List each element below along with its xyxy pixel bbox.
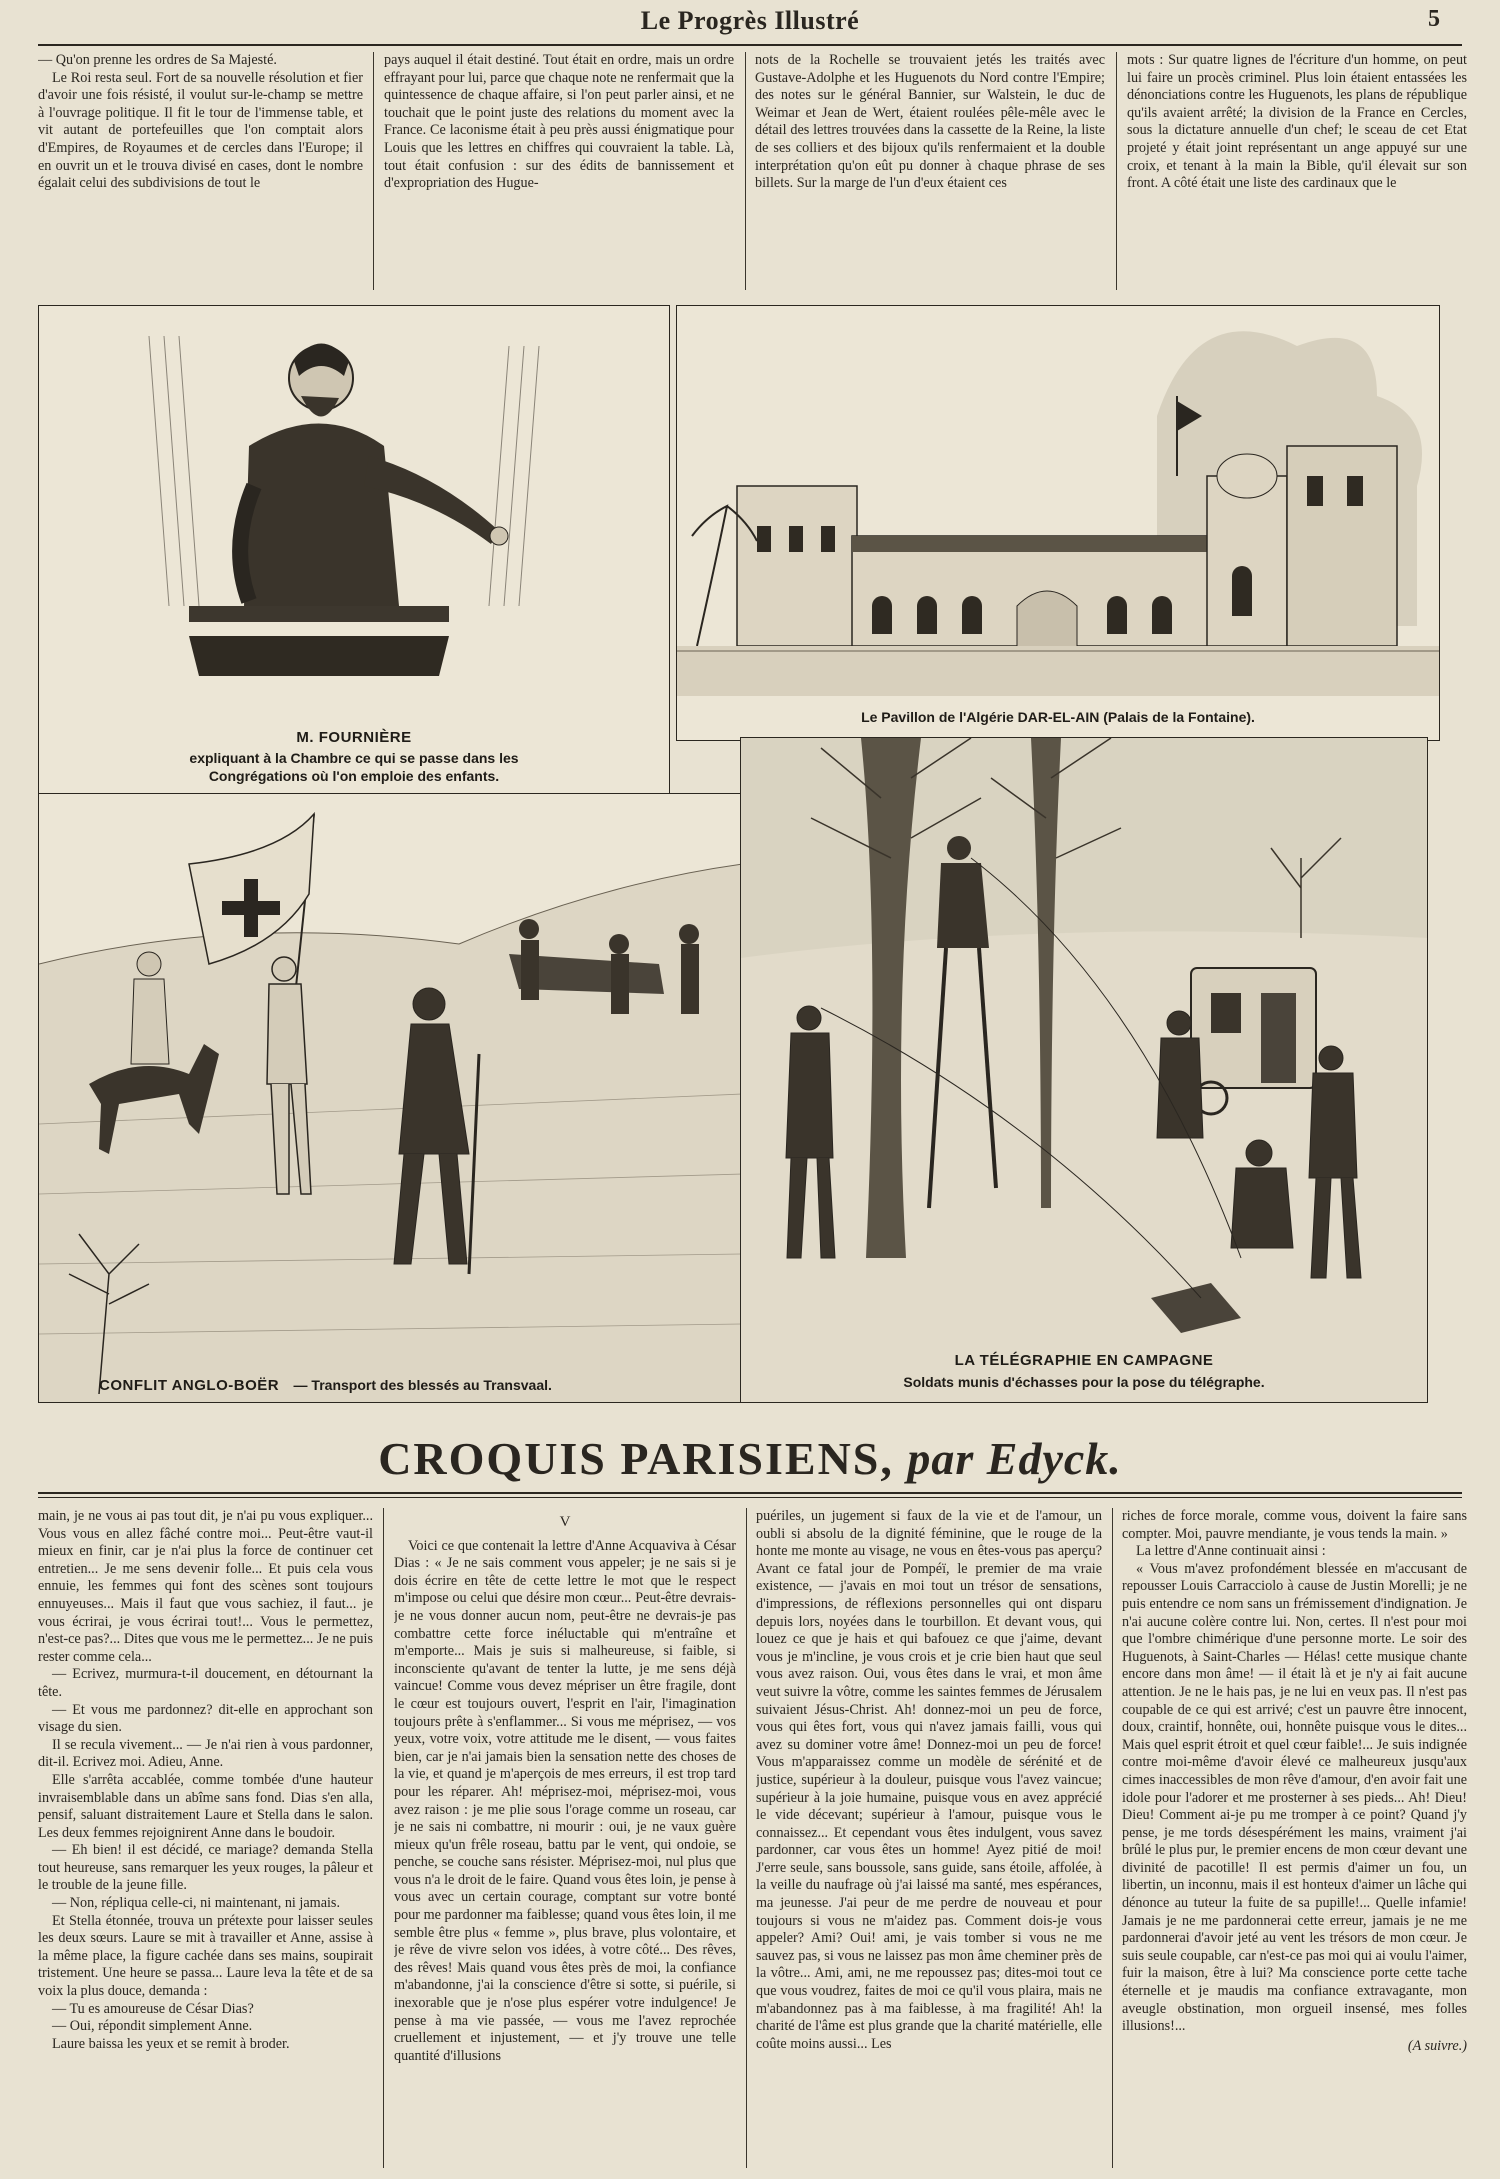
bottom-col1-para-10: — Oui, répondit simplement Anne.: [52, 2018, 253, 2035]
bottom-col1-para-11: Laure baissa les yeux et se remit à broder.: [52, 2035, 290, 2052]
header-rule: [38, 44, 1462, 46]
banner-rule-bottom: [38, 1497, 1462, 1498]
pavillon-engraving: [677, 306, 1440, 741]
bottom-col1-para-1: main, je ne vous ai pas tout dit, je n'ai pu vous expliquer... Vous vous en allez fâché contre moi... Peut-être vaut-il mieux en finir, car je n'ai plus la force de continuer cet entretien... Je me sens devenir folle... Et puis cela vous ennuie, les femmes qui font des scènes sont toujours ennuyeuses... Mais il faut que vous sachiez, il faut... je vous écrirai, je vous écrirai tout!... Vous le permettez, n'est-ce pas?... Dites que vous me le permettez... Je ne puis rester comme cela...: [38, 1508, 373, 1665]
telegraphie-title: LA TÉLÉGRAPHIE EN CAMPAGNE: [954, 1352, 1214, 1369]
bottom-col1-para-7: — Non, répliqua celle-ci, ni maintenant, ni jamais.: [52, 1895, 340, 1912]
illustration-telegraphie: [740, 737, 1428, 1403]
running-title: Le Progrès Illustré: [640, 6, 860, 35]
fourniere-engraving: [39, 306, 670, 795]
bottom-col1-para-2: — Ecrivez, murmura-t-il doucement, en détournant la tête.: [38, 1666, 373, 1700]
to-be-continued: (A suivre.): [1407, 2037, 1467, 2054]
column-divider: [1116, 52, 1117, 290]
column-divider: [383, 1508, 384, 2168]
illustration-conflit-anglo-boer: [38, 793, 742, 1403]
column-divider: [745, 52, 746, 290]
boer-title: CONFLIT ANGLO-BOËR: [99, 1377, 280, 1394]
column-divider: [373, 52, 374, 290]
bottom-col3-para-1: puériles, un jugement si faux de la vie et de l'amour, un oubli si absolu de la dignité féminine, que le rouge de la honte me monte au visage, ne vous en êtes-vous pas aperçu? Avant ce fatal jour de Pompéï, le premier de ma vraie existence, — j'avais en moi tout un trésor de sensations, d'impressions, de réflexions personnelles qui ont disparu depuis lors, noyées dans le tourbillon. Et devant vous, qui louez ce que je hais et qui bafouez ce que j'aime, devant vous je m'incline, je vous crois et je crie bien haut que seul vous avez raison. Oui, vous êtes dans le vrai, et mon âme veut suivre la vôtre, comme les saintes femmes de Jérusalem suivaient Jésus-Christ. Ah! donnez-moi un peu de force, vous qui êtes fort, vous qui n'avez jamais failli, vous qui avez su dominer votre âme! Donnez-moi un peu de force! Vous m'apparaissez comme un modèle de sérénité et de justice, supérieur à la douleur, puisque vous l'avez vaincue; supérieur à la joie humaine, puisque vous en avez apprécié le vide décevant; supérieur à l'amour, puisque vous le connaissez... Et cependant vous êtes indulgent, vous savez pardonner, car vous êtes un homme! Ayez pitié de moi! J'erre seule, sans boussole, sans guide, sans étoile, affolée, à la veille du naufrage où j'ai laissé ma santé, mes espérances, ma jeunesse. J'ai peur de me perdre de nouveau et pour toujours si vous ne m'aidez pas. Comment dois-je vous appeler? Ami? Oui! ami, je vais tomber si vous ne me sauvez pas, si vous ne laissez pas mon âme cheminer près de la vôtre... Ami, ami, ne me repoussez pas; dites-moi tout ce que vous voudrez, faites de moi ce qu'il vous plaira, mais ne m'abandonnez pas à ma faiblesse, à ma fragilité! Ah! la charité de l'âme est plus grande que la charité matérielle, elle coûte moins aussi... Les: [756, 1508, 1102, 2052]
bottom-column-2: [394, 1508, 736, 2173]
boer-engraving: [39, 794, 742, 1403]
bottom-col1-para-9: — Tu es amoureuse de César Dias?: [52, 2000, 254, 2017]
top-col3-para-1: nots de la Rochelle se trouvaient jetés les traités avec Gustave-Adolphe et les Huguenots du Nord contre l'Empire; des notes sur le général Bannier, sur Walstein, le duc de Weimar et Jean de Wert, étaient roulées pêle-mêle avec le détail des lettres trouvées dans la cassette de la Reine, la liste de ses colliers et des bijoux qu'ils renfermaient et la double interprétation qu'on eût pu donner à chaque phrase de ses billets. Sur la marge de l'un d'eux étaient ces: [755, 52, 1105, 192]
top-column-4: [1127, 52, 1467, 292]
illustration-fourniere: [38, 305, 670, 795]
banner-title: CROQUIS PARISIENS,: [378, 1433, 894, 1484]
top-col1-para-1: — Qu'on prenne les ordres de Sa Majesté.: [38, 52, 277, 68]
banner-byline: par Edyck.: [907, 1433, 1122, 1484]
bottom-column-1: [38, 1508, 373, 2173]
telegraphie-engraving: [741, 738, 1428, 1403]
bottom-col4-para-2: La lettre d'Anne continuait ainsi :: [1136, 1543, 1326, 1560]
column-divider: [1112, 1508, 1113, 2168]
telegraphie-caption: Soldats munis d'échasses pour la pose du télégraphe.: [903, 1374, 1265, 1390]
illustration-pavillon-algerie: [676, 305, 1440, 741]
chapter-number: V: [559, 1514, 571, 1530]
bottom-col2-para-1: Voici ce que contenait la lettre d'Anne Acquaviva à César Dias : « Je ne sais comment vous appeler; je ne sais si je dois écrire en tête de cette lettre le mot que le respect m'impose ou celui que désire mon cœur... Peut-être devrais-je ne vous donner aucun nom, peut-être ne devrais-je pas combattre cette force inéluctable qui m'entraîne et m'emporte... Mais je suis si malheureuse, si faible, si inconsciente qu'avant de tenter la lutte, je me sens déjà vaincue! Comme vous devez mépriser un être fragile, dont le cœur est toujours ouvert, l'esprit en l'air, l'imagination toujours prête à s'enflammer... Si vous me méprisez, — vos yeux, votre voix, votre attitude me le disent, — vous faites bien, car je n'ai jamais bien la sensation nette des choses de la vie, et quand je m'aperçois de mes erreurs, il est trop tard pour les réparer. Ah! méprisez-moi, méprisez-moi, vous avez raison : je me plie sous l'orage comme un roseau, car je ne sais ni combattre, ni mourir : oui, je ne vaux guère mieux qu'un frêle roseau, battu par le vent, qui ondoie, se penche, se couche sans résister. Méprisez-moi, nul plus que vous n'a le droit de le faire. Quand vous êtes loin, je pense à vous avec un certain courage, comptant sur votre bonté pour me pardonner ma faiblesse; quand vous êtes loin, il me semble être plus « femme », plus brave, plus volontaire, et je rêve de vivre selon vos idées, à votre côté... Des rêves, des rêves! Mais quand vous êtes près de moi, la confiance m'abandonne, j'ai la conscience d'être si sotte, si puérile, si inexorable que je n'ose plus espérer votre indulgence! Je pense à ma vie passée, — vous me l'avez reprochée cruellement et injustement, — et j'y trouve une telle quantité d'illusions: [394, 1537, 736, 2064]
bottom-col1-para-4: Il se recula vivement... — Je n'ai rien à vous pardonner, dit-il. Ecrivez moi. Adieu, Anne.: [38, 1736, 373, 1771]
top-column-1: [38, 52, 363, 292]
banner-rule-top: [38, 1492, 1462, 1494]
top-col1-para-2: Le Roi resta seul. Fort de sa nouvelle résolution et fier d'avoir une fois résisté, il voulut sur-le-champ se mettre à l'ouvrage politique. Il fit le tour de l'immense table, et vit autant de portefeuilles que l'on comptait alors d'Empires, de Royaumes et de cercles dans l'Europe; il en ouvrit un et le trouva divisé en cases, dont le nombre égalait celui des subdivisions de tout le: [38, 69, 363, 192]
top-column-2: [384, 52, 734, 292]
fourniere-title: M. FOURNIÈRE: [296, 729, 412, 746]
bottom-col1-para-6: — Eh bien! il est décidé, ce mariage? demanda Stella tout heureuse, sans remarquer les yeux rouges, la pâleur et le trouble de la jeune fille.: [38, 1842, 373, 1894]
bottom-col4-para-3: « Vous m'avez profondément blessée en m'accusant de repousser Louis Carracciolo à cause de Justin Morelli; je ne puis entendre ce nom sans un frémissement d'indignation. Je n'ai aucune colère contre lui. Non, certes. Il n'est pour moi que l'ombre chimérique d'une personne morte. Le soir des Huguenots, à Saint-Charles — Hélas! cette musique chante encore dans mon âme! — il était là et je n'y ai fait aucune attention. Je ne le hais pas, je ne lui en veux pas. Il n'est pas coupable de ce qui est arrivé; c'est un pauvre être innocent, doux, craintif, honnête, oui, honnête puisque vous le dites... Mais quel esprit étroit et quel cœur faible!... Je suis indignée contre moi-même d'avoir élevé ce malheureux jusqu'aux cimes inaccessibles de mon rêve d'amour, d'en avoir fait une idole pour l'adorer et me prosterner à ses pieds... Ah! Dieu! Dieu! Comment ai-je pu me tromper à ce point? Quand j'y pense, je me tords désespérément les mains, vraiment j'ai brûlé le plus pur, le premier encens de mon cœur devant une divinité de pacotille! Il est permis d'aimer un fou, un libertin, un inconnu, mais il est honteux d'aimer un lâche qui dénonce au tuteur la fuite de sa pupille!... Quelle infamie! Jamais je ne me pardonnerai cette erreur, jamais je ne me pardonnerai d'avoir jeté au vent les trésors de mon cœur. Je suis seule coupable, car n'est-ce pas moi qui ai voulu l'aimer, fuir la maison, être à lui? Ma conscience porte cette tache éternelle et je maudis ma confiance extravagante, mon aveugle obstination, mon orgueil insensé, mes folles illusions!...: [1122, 1560, 1467, 2035]
bottom-column-4: [1122, 1508, 1467, 2173]
page-number: 5: [1428, 6, 1440, 32]
column-divider: [746, 1508, 747, 2168]
bottom-col1-para-8: Et Stella étonnée, trouva un prétexte pour laisser seules les deux sœurs. Laure se mit à travailler et Anne, assise à la même place, la figure cachée dans ses mains, soupirait tristement. Une heure se passa... Laure leva la tête et de sa voix la plus douce, demanda :: [38, 1912, 373, 2000]
bottom-col1-para-3: — Et vous me pardonnez? dit-elle en approchant son visage du sien.: [38, 1701, 373, 1736]
top-col2-para-1: pays auquel il était destiné. Tout était en ordre, mais un ordre effrayant pour lui, parce que chaque note ne renfermait que la quintessence de chaque affaire, si l'on peut parler ainsi, et ne touchait que le point juste des relations du moment avec la France. Ce laconisme était à peu près aussi énigmatique pour Louis que les lettres en chiffres qui couvraient la table. Là, tout était confusion : sur des édits de bannissement et d'expropriation des Hugue-: [384, 52, 734, 192]
bottom-column-3: [756, 1508, 1102, 2173]
top-column-3: [755, 52, 1105, 292]
boer-caption-line: [39, 1377, 741, 1395]
top-col4-para-1: mots : Sur quatre lignes de l'écriture d'un homme, on peut lui faire un procès criminel. Plus loin étaient entassées les dénonciations contre les Huguenots, les plans de république qu'ils avaient arrêté; la division de la France en Cercles, sous la dictature annuelle d'un chef; le sceau de cet Etat projeté y était joint représentant un ange appuyé sur une croix, et tenant à la main la Bible, qu'il élevait sur son front. A côté était une liste des cardinaux que le: [1127, 52, 1467, 192]
boer-caption: — Transport des blessés au Transvaal.: [293, 1377, 552, 1393]
bottom-col4-para-1: riches de force morale, comme vous, doivent la faire sans compter. Moi, pauvre mendiante, je vous tends la main. »: [1122, 1508, 1467, 1542]
fourniere-caption: expliquant à la Chambre ce qui se passe dans les Congrégations où l'on emploie des enfants.: [189, 750, 519, 784]
bottom-col1-para-5: Elle s'arrêta accablée, comme tombée d'une hauteur invraisemblable dans un abîme sans fond. Dias s'en alla, pensif, saluant distraitement Laure et Stella dans le salon. Les deux femmes rejoignirent Anne dans le boudoir.: [38, 1771, 373, 1841]
section-banner: [0, 1432, 1500, 1485]
pavillon-caption: Le Pavillon de l'Algérie DAR-EL-AIN (Palais de la Fontaine).: [861, 709, 1255, 725]
